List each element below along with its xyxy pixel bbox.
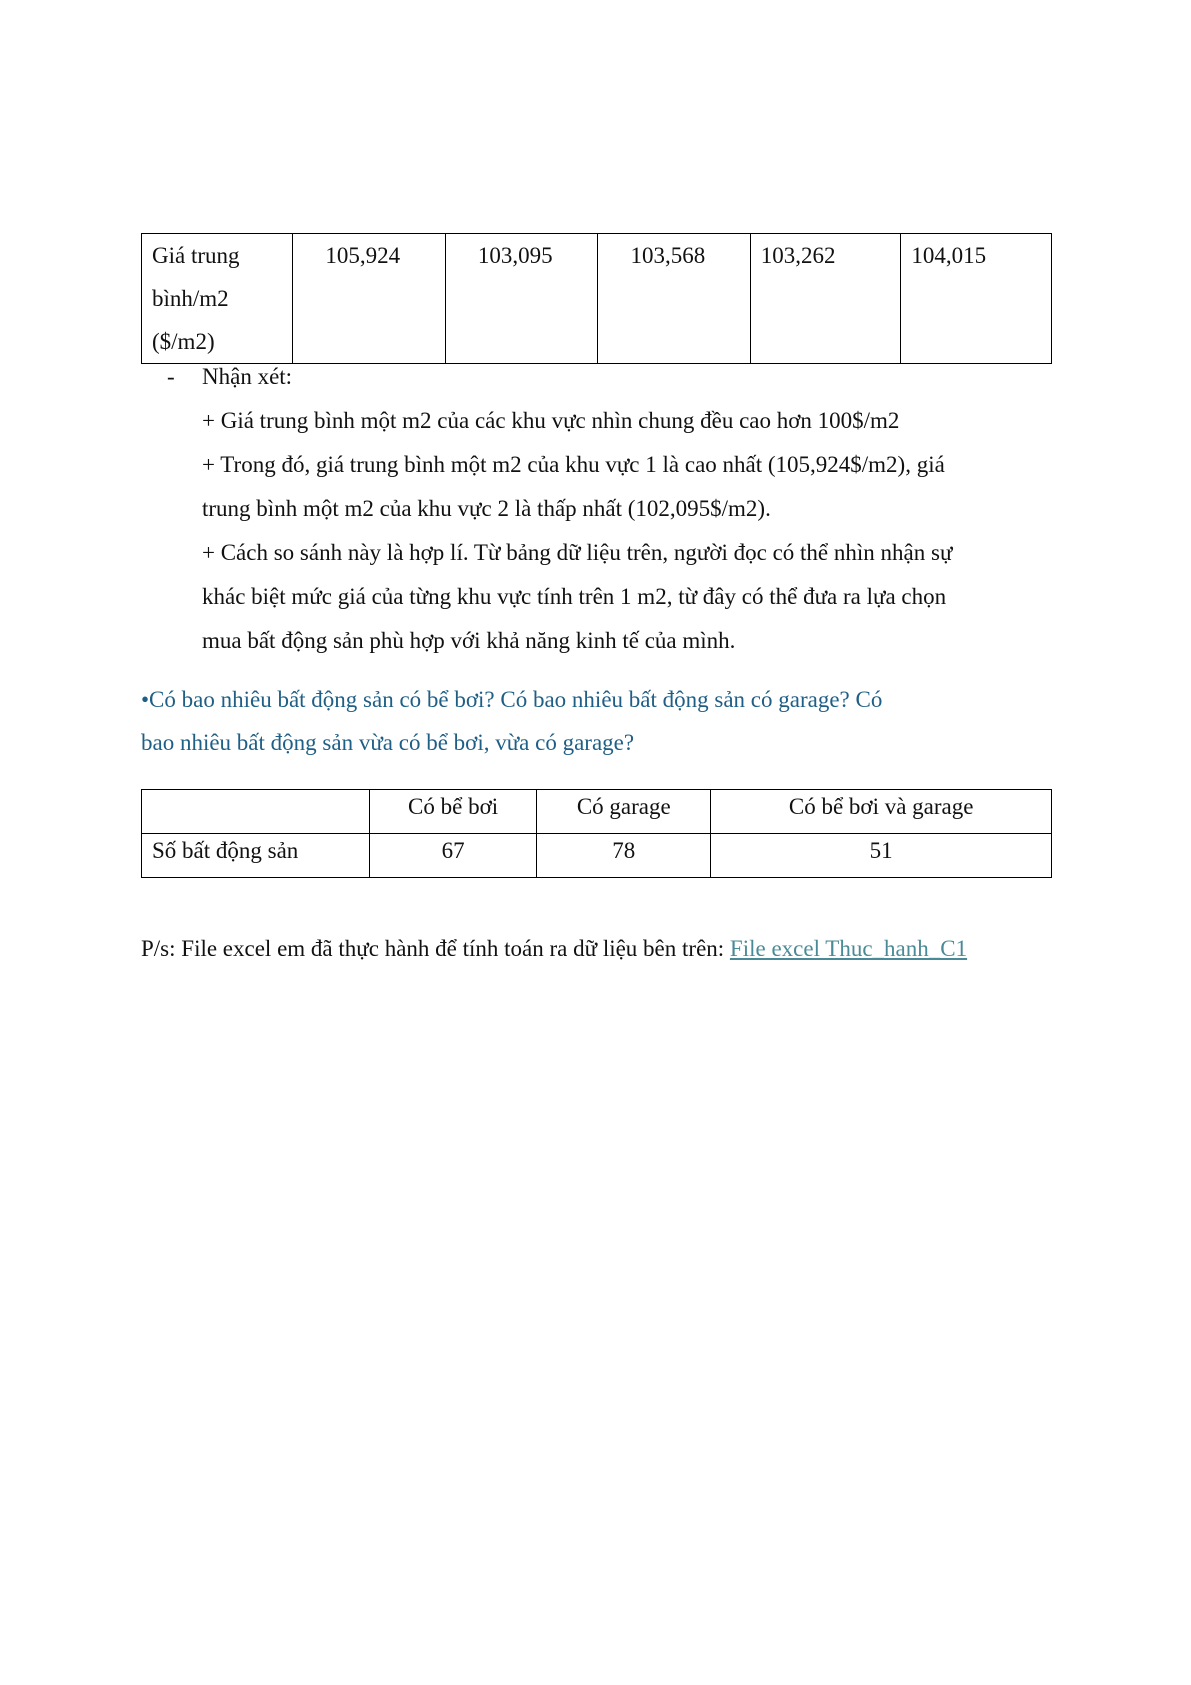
row-label-line: ($/m2) [152, 329, 215, 354]
row-label-cell [142, 234, 293, 364]
value-cell: 103,262 [750, 234, 901, 364]
table-row [142, 834, 1052, 878]
property-count-table [141, 789, 1052, 878]
table-header-row [142, 790, 1052, 834]
question-heading: •Có bao nhiêu bất động sản có bể bơi? Có bao nhiêu bất động sản có garage? Có [141, 687, 883, 712]
remark-line: khác biệt mức giá của từng khu vực tính trên 1 m2, từ đây có thể đưa ra lựa chọn [202, 584, 947, 609]
remark-line: mua bất động sản phù hợp với khả năng kinh tế của mình. [202, 628, 736, 653]
value-cell: 103,095 [445, 234, 598, 364]
note-text: P/s: File excel em đã thực hành để tính toán ra dữ liệu bên trên: [141, 936, 730, 961]
value-cell: 104,015 [901, 234, 1052, 364]
remark-line: + Cách so sánh này là hợp lí. Từ bảng dữ liệu trên, người đọc có thể nhìn nhận sự [202, 540, 953, 565]
value-cell: 105,924 [292, 234, 445, 364]
remark-line: + Trong đó, giá trung bình một m2 của khu vực 1 là cao nhất (105,924$/m2), giá [202, 452, 945, 477]
remarks-heading: Nhận xét: [202, 364, 293, 389]
price-per-m2-table [141, 233, 1052, 364]
remark-line: + Giá trung bình một m2 của các khu vực nhìn chung đều cao hơn 100$/m2 [202, 408, 900, 433]
header-cell: Có bể bơi và garage [711, 790, 1052, 834]
value-cell: 103,568 [598, 234, 751, 364]
remark-line: trung bình một m2 của khu vực 2 là thấp nhất (102,095$/m2). [202, 496, 771, 521]
value-cell: 78 [537, 834, 711, 878]
row-label-line: bình/m2 [152, 286, 229, 311]
question-heading: bao nhiêu bất động sản vừa có bể bơi, vừa có garage? [141, 730, 635, 755]
header-cell: Có garage [537, 790, 711, 834]
header-cell [142, 790, 370, 834]
header-cell: Có bể bơi [370, 790, 537, 834]
value-cell: 51 [711, 834, 1052, 878]
excel-file-link[interactable]: File excel Thuc_hanh_C1 [729, 936, 968, 961]
table-row [142, 234, 1052, 364]
row-label-cell: Số bất động sản [142, 834, 370, 878]
remarks-bullet: - [167, 364, 175, 389]
value-cell: 67 [370, 834, 537, 878]
row-label-line: Giá trung [152, 243, 240, 268]
note-paragraph [141, 934, 967, 964]
